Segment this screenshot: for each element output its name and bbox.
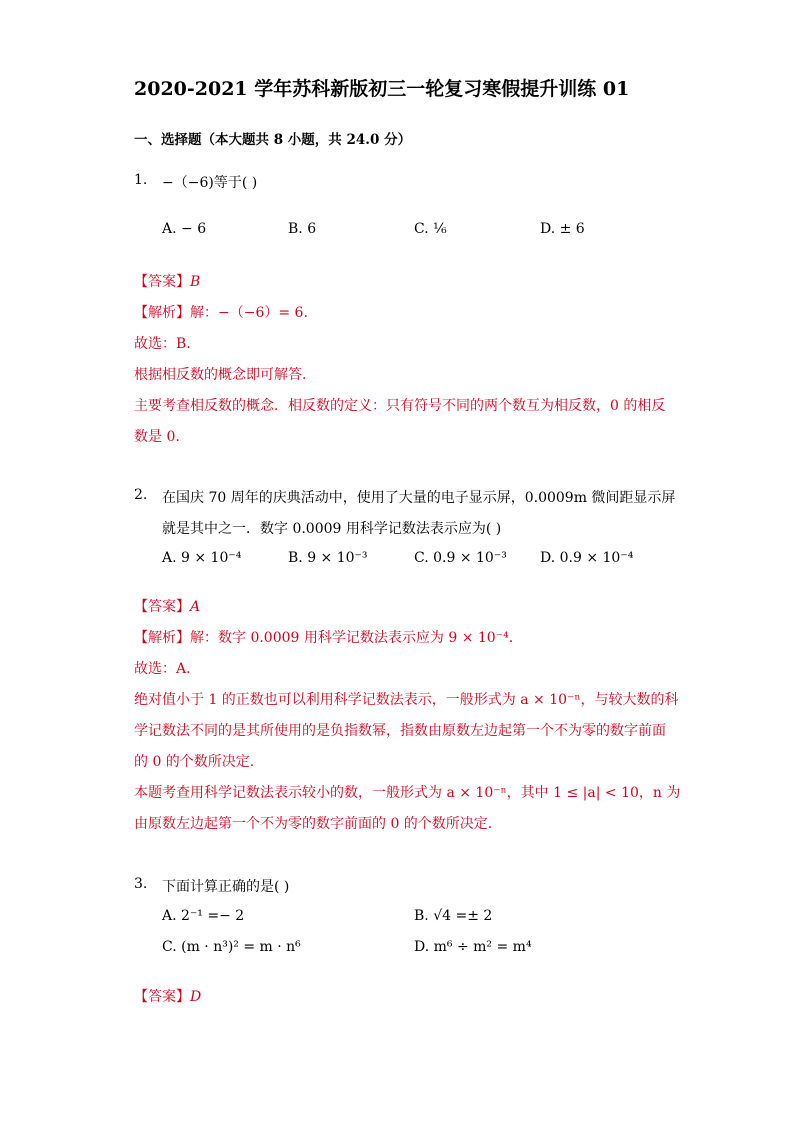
analysis-text: 主要考查相反数的概念．相反数的定义：只有符号不同的两个数互为相反数，0 的相反 — [134, 398, 666, 414]
analysis-text: 根据相反数的概念即可解答. — [134, 367, 307, 383]
option-c: C. 0.9 × 10⁻³ — [414, 550, 507, 566]
analysis-text: 的 0 的个数所决定. — [134, 754, 255, 770]
analysis-text: 故选：B. — [134, 336, 191, 352]
answer-value: B — [190, 274, 201, 290]
option-d: D. m⁶ ÷ m² = m⁴ — [414, 939, 532, 955]
page-title: 2020-2021 学年苏科新版初三一轮复习寒假提升训练 01 — [134, 78, 630, 100]
analysis-text: 解：−（−6）= 6. — [190, 305, 308, 321]
analysis-text: 故选：A. — [134, 661, 191, 677]
answer-value: A — [190, 599, 201, 615]
option-c: C. (m · n³)² = m · n⁶ — [162, 939, 301, 955]
question-stem: 就是其中之一．数字 0.0009 用科学记数法表示应为( ) — [162, 521, 502, 537]
analysis-text: 由原数左边起第一个不为零的数字前面的 0 的个数所决定. — [134, 816, 493, 832]
question-stem: −（−6)等于( ) — [162, 175, 258, 191]
question-number: 1. — [134, 172, 148, 188]
analysis-text: 绝对值小于 1 的正数也可以利用科学记数法表示，一般形式为 a × 10⁻ⁿ，与较大数的科 — [134, 692, 679, 708]
option-d: D. 0.9 × 10⁻⁴ — [540, 550, 634, 566]
answer-line — [134, 271, 200, 291]
analysis-label: 【解析】 — [134, 630, 190, 646]
answer-line — [134, 986, 201, 1006]
answer-label: 【答案】 — [134, 274, 190, 290]
analysis-text: 本题考查用科学记数法表示较小的数，一般形式为 a × 10⁻ⁿ，其中 1 ≤ |a| < 10，n 为 — [134, 785, 681, 801]
answer-line — [134, 596, 200, 616]
question-stem: 下面计算正确的是( ) — [162, 879, 290, 895]
question-stem: 在国庆 70 周年的庆典活动中，使用了大量的电子显示屏，0.0009m 微间距显示屏 — [162, 490, 676, 506]
analysis-line — [134, 302, 308, 322]
analysis-text: 解：数字 0.0009 用科学记数法表示应为 9 × 10⁻⁴. — [190, 630, 514, 646]
option-d: D. ± 6 — [540, 221, 585, 237]
analysis-label: 【解析】 — [134, 305, 190, 321]
option-c: C. ¹⁄₆ — [414, 221, 447, 237]
option-b: B. √4 =± 2 — [414, 908, 493, 924]
answer-label: 【答案】 — [134, 599, 190, 615]
question-number: 3. — [134, 876, 148, 892]
analysis-text: 数是 0. — [134, 429, 180, 445]
analysis-text: 学记数法不同的是其所使用的是负指数幂，指数由原数左边起第一个不为零的数字前面 — [134, 723, 666, 739]
option-b: B. 6 — [288, 221, 317, 237]
option-a: A. 2⁻¹ =− 2 — [162, 908, 245, 924]
analysis-line — [134, 627, 513, 647]
option-a: A. 9 × 10⁻⁴ — [162, 550, 242, 566]
option-a: A. − 6 — [162, 221, 207, 237]
answer-label: 【答案】 — [134, 989, 190, 1005]
answer-value: D — [190, 989, 202, 1005]
section-heading: 一、选择题（本大题共 8 小题，共 24.0 分） — [134, 132, 412, 148]
option-b: B. 9 × 10⁻³ — [288, 550, 368, 566]
question-number: 2. — [134, 487, 148, 503]
